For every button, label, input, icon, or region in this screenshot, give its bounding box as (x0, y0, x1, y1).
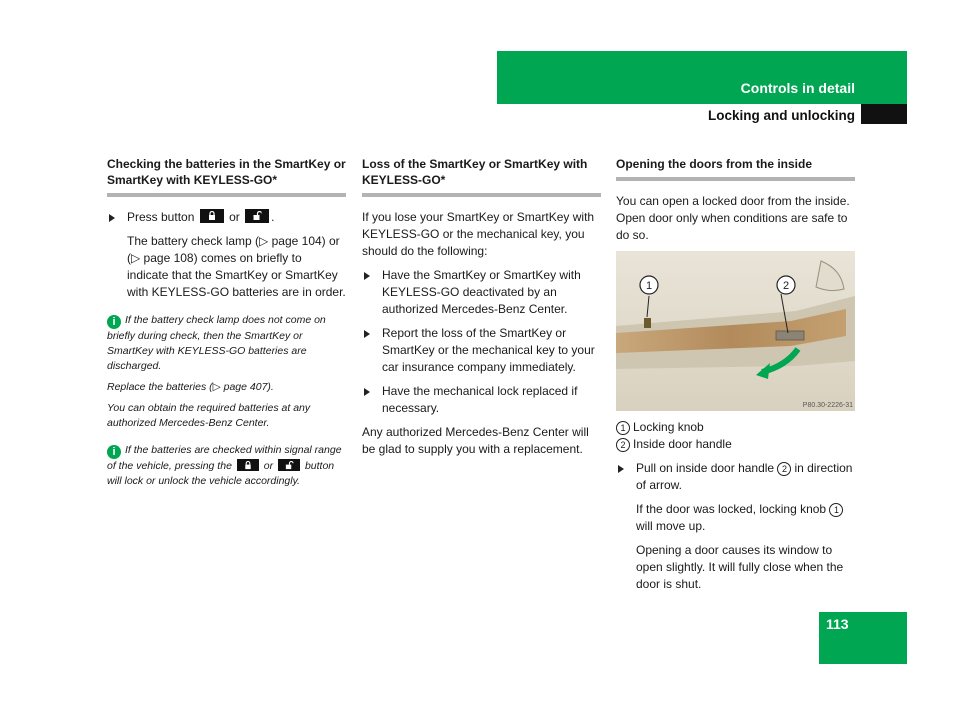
loss-step-1-text: Have the SmartKey or SmartKey with KEYLESS-GO deactivated by an authorized Mercedes-Benz Center. (382, 268, 581, 316)
lock-key-icon (237, 459, 259, 471)
locked-pre: If the door was locked, locking knob (636, 502, 827, 516)
note-obtain: You can obtain the required batteries at any authorized Mercedes-Benz Center. (107, 402, 311, 429)
info-icon: i (107, 445, 121, 459)
legend-number: 2 (616, 438, 630, 452)
loss-heading: Loss of the SmartKey or SmartKey with KEYLESS-GO* (362, 156, 601, 197)
unlock-key-icon (278, 459, 300, 471)
door-interior-figure (616, 251, 855, 411)
loss-closing: Any authorized Mercedes-Benz Center will be glad to supply you with a replacement. (362, 425, 589, 456)
page-number: 113 (826, 616, 849, 632)
figure-code: P80.30-2226-31 (802, 402, 853, 409)
press-button-step (107, 209, 346, 226)
note-signal-pre: If the batteries are checked within signal range of the vehicle, pressing the (107, 444, 342, 472)
loss-step-3 (362, 383, 601, 417)
legend-item-2 (616, 436, 855, 453)
callout-1: 1 (645, 280, 653, 292)
pull-handle-step (616, 460, 855, 494)
pull-handle-post: in direction of arrow. (636, 461, 853, 492)
note-replace: Replace the batteries (▷ page 407). (107, 381, 274, 393)
subsection-title: Locking and unlocking (707, 108, 855, 123)
press-button-text: Press button (127, 210, 195, 224)
opening-heading: Opening the doors from the inside (616, 156, 855, 181)
opening-intro: You can open a locked door from the inside. Open door only when conditions are safe to do so. (616, 194, 850, 242)
bullet-triangle-icon (364, 330, 370, 338)
loss-step-3-text: Have the mechanical lock replaced if necessary. (382, 384, 578, 415)
note-discharged (107, 313, 346, 374)
bullet-triangle-icon (364, 272, 370, 280)
legend-item-1 (616, 419, 855, 436)
note-discharged-text: If the battery check lamp does not come on briefly during check, then the SmartKey or SmartKey with KEYLESS-GO batteries are discharged. (107, 314, 326, 372)
locked-post: will move up. (636, 519, 706, 533)
callout-2: 2 (782, 280, 790, 292)
note-signal-range (107, 443, 346, 489)
inline-number: 2 (777, 462, 791, 476)
legend-number: 1 (616, 421, 630, 435)
column-loss-of-key (362, 156, 601, 465)
legend-text: Locking knob (633, 420, 704, 434)
legend-text: Inside door handle (633, 437, 732, 451)
battery-check-heading: Checking the batteries in the SmartKey or SmartKey with KEYLESS-GO* (107, 156, 346, 197)
loss-intro: If you lose your SmartKey or SmartKey with KEYLESS-GO or the mechanical key, you should do the following: (362, 210, 595, 258)
info-icon: i (107, 315, 121, 329)
bullet-triangle-icon (109, 214, 115, 222)
window-note: Opening a door causes its window to open slightly. It will fully close when the door is shut. (636, 543, 844, 591)
locked-door-note (616, 501, 855, 535)
bullet-triangle-icon (364, 388, 370, 396)
loss-step-2 (362, 325, 601, 376)
battery-lamp-text: The battery check lamp (▷ page 104) or (▷ page 108) comes on briefly to indicate that the SmartKey or SmartKey with KEYLESS-GO batteries are in order. (127, 234, 346, 299)
unlock-key-icon (245, 209, 269, 223)
bullet-triangle-icon (618, 465, 624, 473)
lock-key-icon (200, 209, 224, 223)
or-text: or (229, 210, 240, 224)
note-signal-or: or (263, 460, 274, 472)
note-signal-post: button will lock or unlock the vehicle accordingly. (107, 460, 335, 487)
period: . (271, 210, 275, 224)
inline-number: 1 (829, 503, 843, 517)
column-battery-check (107, 156, 346, 495)
pull-handle-pre: Pull on inside door handle (636, 461, 775, 475)
door-illustration (616, 251, 855, 411)
header-black-tab (861, 104, 907, 124)
section-title: Controls in detail (740, 80, 855, 96)
loss-step-1 (362, 267, 601, 318)
header-green-bar (497, 51, 907, 104)
column-opening-doors (616, 156, 855, 600)
loss-step-2-text: Report the loss of the SmartKey or SmartKey or the mechanical key to your car insurance company immediately. (382, 326, 595, 374)
